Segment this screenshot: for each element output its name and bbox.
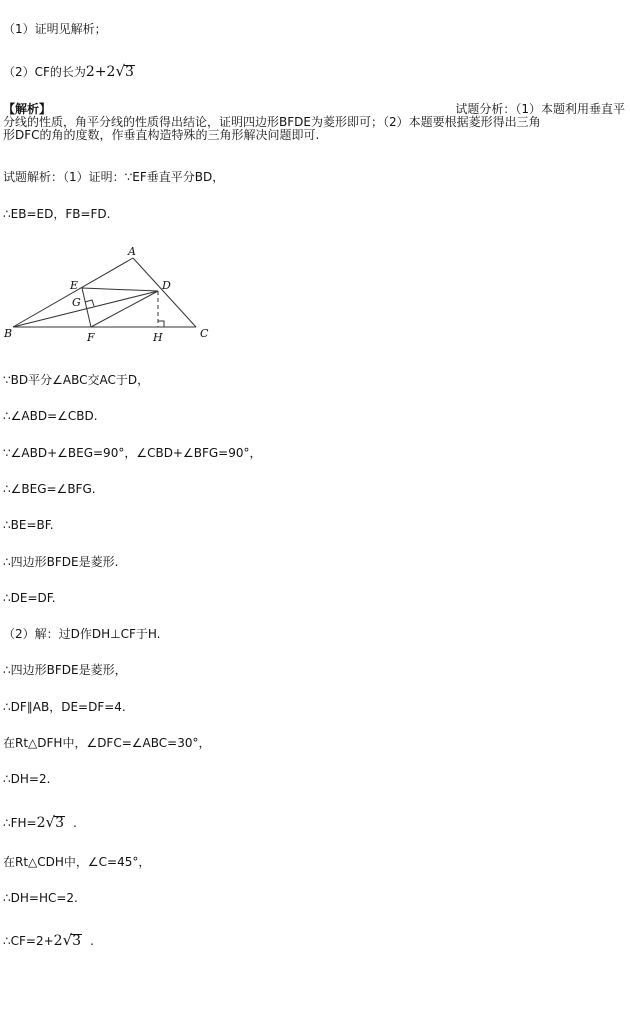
segment-BD	[13, 291, 158, 327]
proof-step: 试题解析：（1）证明：∵EF垂直平分BD，	[3, 170, 225, 184]
answer-2-prefix: （2）CF的长为	[3, 65, 86, 79]
analysis-block	[3, 103, 625, 142]
point-label-F: F	[87, 331, 95, 344]
sqrt-symbol: √	[62, 931, 73, 949]
proof-step: ∵BD平分∠ABC交AC于D，	[3, 373, 150, 387]
geometry-figure	[0, 243, 230, 348]
proof-step: 在Rt△CDH中，∠C=45°，	[3, 855, 151, 869]
fh-radicand: 3	[55, 815, 65, 831]
right-angle-mark-H	[158, 321, 164, 327]
answer-1: （1）证明见解析；	[3, 22, 107, 36]
proof-step: ∴BE=BF.	[3, 518, 54, 532]
segment-AB	[13, 258, 133, 327]
answer-2	[3, 64, 135, 79]
proof-step: ∴DF∥AB，DE=DF=4.	[3, 700, 126, 714]
sqrt-symbol: √	[45, 813, 56, 831]
proof-step: ∴∠BEG=∠BFG.	[3, 482, 96, 496]
proof-step-fh	[3, 815, 77, 830]
proof-step: ∴EB=ED，FB=FD.	[3, 207, 111, 221]
proof-step: ∴∠ABD=∠CBD.	[3, 409, 98, 423]
proof-step-cf	[3, 933, 94, 948]
cf-prefix: ∴CF=2+	[3, 934, 54, 948]
analysis-line-3: 形DFC的角的度数，作垂直构造特殊的三角形解决问题即可.	[3, 128, 320, 142]
analysis-tag: 【解析】	[3, 102, 52, 116]
fh-suffix: .	[73, 816, 77, 830]
cf-radicand: 3	[72, 933, 82, 949]
segment-FD	[91, 291, 158, 327]
proof-step: ∴DH=HC=2.	[3, 891, 78, 905]
sqrt-symbol: √	[115, 62, 126, 80]
analysis-line-2: 分线的性质，角平分线的性质得出结论，证明四边形BFDE为菱形即可；（2）本题要根据菱形得出三角	[3, 115, 541, 129]
proof-step: ∴四边形BFDE是菱形，	[3, 663, 127, 677]
point-label-C: C	[200, 327, 209, 340]
proof-step: ∴DH=2.	[3, 772, 51, 786]
cf-suffix: .	[90, 934, 94, 948]
point-label-G: G	[72, 296, 81, 309]
point-label-A: A	[128, 245, 136, 258]
proof-step: 在Rt△DFH中，∠DFC=∠ABC=30°，	[3, 736, 211, 750]
proof-step: ∵∠ABD+∠BEG=90°，∠CBD+∠BFG=90°，	[3, 446, 262, 460]
cf-number: 2	[53, 933, 63, 949]
point-label-B: B	[4, 327, 13, 340]
fh-number: 2	[36, 815, 46, 831]
proof-step: ∴四边形BFDE是菱形.	[3, 555, 119, 569]
answer-2-radicand: 3	[125, 64, 134, 80]
point-label-E: E	[70, 279, 79, 292]
answer-2-number: 2+2	[85, 64, 116, 80]
proof-step: （2）解：过D作DH⊥CF于H.	[3, 627, 161, 641]
fh-prefix: ∴FH=	[3, 816, 37, 830]
point-label-D: D	[162, 279, 171, 292]
proof-step: ∴DE=DF.	[3, 591, 56, 605]
segment-ED	[82, 288, 158, 291]
point-label-H: H	[153, 331, 163, 344]
segment-AC	[133, 258, 196, 327]
analysis-line-1: 试题分析：（1）本题利用垂直平	[455, 102, 625, 116]
